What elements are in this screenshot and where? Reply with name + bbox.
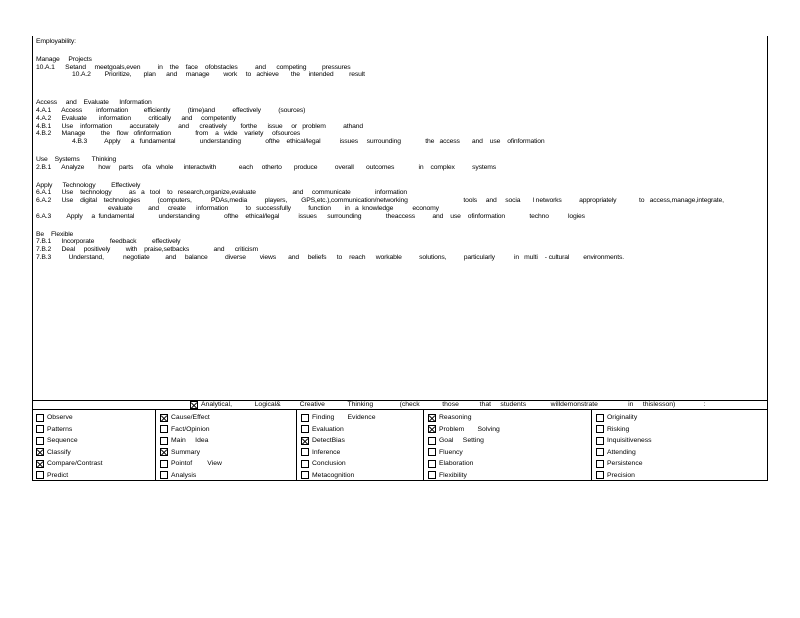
section-spacer xyxy=(36,79,764,89)
skill-label: Flexibility xyxy=(439,471,467,479)
skill-checkbox[interactable] xyxy=(428,460,436,468)
section-spacer xyxy=(36,172,764,182)
standard-line: 4.B.3 Apply a fundamental understanding ofthe ethical/legal issues surrounding the access and use ofinformation xyxy=(72,138,545,146)
skill-label: Sequence xyxy=(47,437,78,445)
skill-option[interactable] xyxy=(428,424,591,436)
section-title: Access and Evaluate Information xyxy=(36,99,152,107)
standard-line: 2.B.1 Analyze how parts ofa whole interactwith each otherto produce overall outcomes in complex systems xyxy=(36,163,497,171)
skill-label: Patterns xyxy=(47,425,73,433)
skill-option[interactable] xyxy=(160,470,296,482)
standard-line: 10.A.1 Setand meetgoals,even in the face ofobstacles and competing pressures xyxy=(36,63,351,71)
skills-column xyxy=(592,410,768,480)
skill-option[interactable] xyxy=(160,447,296,459)
skill-option[interactable] xyxy=(160,435,296,447)
section-spacer xyxy=(36,221,764,231)
section-title: Be Flexible xyxy=(36,230,74,238)
skill-label: Problem Solving xyxy=(439,425,500,433)
skill-option[interactable] xyxy=(428,412,591,424)
skill-checkbox[interactable] xyxy=(301,460,309,468)
standard-line: 7.B.2 Deal positively with praise,setbacks and criticism xyxy=(36,246,258,254)
skill-label: Goal Setting xyxy=(439,437,484,445)
skill-checkbox[interactable] xyxy=(36,437,44,445)
standard-line: 7.B.3 Understand, negotiate and balance diverse views and beliefs to reach workable solutions, particularly in multi - cultural environments. xyxy=(36,253,624,261)
skill-checkbox[interactable] xyxy=(301,448,309,456)
skill-checkbox[interactable] xyxy=(428,437,436,445)
skill-option[interactable] xyxy=(596,412,768,424)
skill-checkbox[interactable] xyxy=(428,448,436,456)
skill-checkbox[interactable] xyxy=(596,437,604,445)
skill-checkbox[interactable] xyxy=(36,471,44,479)
skill-checkbox[interactable] xyxy=(160,425,168,433)
skill-option[interactable] xyxy=(428,458,591,470)
skill-checkbox[interactable] xyxy=(160,437,168,445)
skill-label: Risking xyxy=(607,425,630,433)
employability-section xyxy=(36,38,764,262)
skill-label: Pointof View xyxy=(171,460,222,468)
skill-label: Originality xyxy=(607,414,638,422)
skill-option[interactable] xyxy=(36,412,155,424)
skill-checkbox[interactable] xyxy=(36,425,44,433)
skill-label: Finding Evidence xyxy=(312,414,376,422)
skill-label: Analysis xyxy=(171,471,197,479)
skills-column xyxy=(297,410,424,480)
section-heading: Employability: xyxy=(36,38,76,45)
skill-option[interactable] xyxy=(301,435,423,447)
skill-label: Evaluation xyxy=(312,425,344,433)
skills-column xyxy=(156,410,297,480)
skill-checkbox[interactable] xyxy=(301,471,309,479)
skill-label: Elaboration xyxy=(439,460,474,468)
standard-line: 4.A.2 Evaluate information critically and competently xyxy=(36,114,237,122)
thinking-header-row xyxy=(32,400,768,410)
skill-option[interactable] xyxy=(36,424,155,436)
skill-checkbox[interactable] xyxy=(160,471,168,479)
skill-option[interactable] xyxy=(36,435,155,447)
skill-label: Predict xyxy=(47,471,69,479)
skill-label: Conclusion xyxy=(312,460,346,468)
standard-line: 4.B.1 Use information accurately and creatively forthe issue or problem athand xyxy=(36,122,363,130)
skill-checkbox[interactable] xyxy=(596,448,604,456)
skill-option[interactable] xyxy=(36,470,155,482)
thinking-skills-grid xyxy=(32,410,768,481)
skill-checkbox[interactable] xyxy=(428,425,436,433)
skill-label: Precision xyxy=(607,471,635,479)
standard-line: 4.A.1 Access information efficiently (time)and effectively (sources) xyxy=(36,106,306,114)
skill-option[interactable] xyxy=(301,412,423,424)
section-title: Manage Projects xyxy=(36,55,92,63)
skill-checkbox[interactable] xyxy=(428,414,436,422)
skill-option[interactable] xyxy=(160,424,296,436)
skill-option[interactable] xyxy=(596,447,768,459)
skill-option[interactable] xyxy=(596,435,768,447)
skill-option[interactable] xyxy=(596,470,768,482)
skill-option[interactable] xyxy=(301,424,423,436)
thinking-header-checkbox[interactable] xyxy=(190,401,198,409)
standard-line: 6.A.2 Use digital technologies (computers, PDAs,media players, GPS,etc.),communication/networking tools and socia l networks appropriately to access,manage,integrate, xyxy=(36,197,724,205)
skill-label: Cause/Effect xyxy=(171,414,210,422)
section-spacer xyxy=(36,46,764,56)
skill-option[interactable] xyxy=(36,458,155,470)
standard-line: 6.A.3 Apply a fundamental understanding ofthe ethical/legal issues surrounding theaccess and use ofinformation techno logies xyxy=(36,212,585,220)
skill-label: Fact/Opinion xyxy=(171,425,210,433)
standard-line: 7.B.1 Incorporate feedback effectively xyxy=(36,238,181,246)
skill-label: Observe xyxy=(47,414,73,422)
standard-line: 10.A.2 Prioritize, plan and manage work to achieve the intended result xyxy=(72,71,365,79)
section-spacer xyxy=(36,146,764,156)
skill-label: Compare/Contrast xyxy=(47,460,103,468)
skill-checkbox[interactable] xyxy=(36,460,44,468)
standard-line: evaluate and create information to successfully function in a knowledge economy xyxy=(108,204,439,212)
skill-label: Inquisitiveness xyxy=(607,437,652,445)
skill-option[interactable] xyxy=(428,435,591,447)
skill-label: Attending xyxy=(607,448,636,456)
skill-label: Summary xyxy=(171,448,201,456)
skill-label: Classify xyxy=(47,448,71,456)
skill-checkbox[interactable] xyxy=(160,414,168,422)
skill-label: Fluency xyxy=(439,448,463,456)
skill-checkbox[interactable] xyxy=(301,437,309,445)
skill-checkbox[interactable] xyxy=(596,460,604,468)
skill-label: Persistence xyxy=(607,460,643,468)
standard-line: 4.B.2 Manage the flow ofinformation from a wide variety ofsources xyxy=(36,130,301,138)
skill-checkbox[interactable] xyxy=(301,414,309,422)
skill-option[interactable] xyxy=(301,458,423,470)
section-title: Use Systems Thinking xyxy=(36,155,117,163)
skill-checkbox[interactable] xyxy=(596,425,604,433)
skill-checkbox[interactable] xyxy=(36,448,44,456)
skill-checkbox[interactable] xyxy=(160,448,168,456)
skill-option[interactable] xyxy=(160,412,296,424)
skill-checkbox[interactable] xyxy=(596,471,604,479)
skill-checkbox[interactable] xyxy=(160,460,168,468)
skill-option[interactable] xyxy=(596,458,768,470)
section-spacer xyxy=(36,89,764,99)
skill-checkbox[interactable] xyxy=(428,471,436,479)
skill-label: DetectBias xyxy=(312,437,345,445)
skill-option[interactable] xyxy=(160,458,296,470)
skills-column xyxy=(424,410,592,480)
skill-checkbox[interactable] xyxy=(301,425,309,433)
skill-option[interactable] xyxy=(301,470,423,482)
section-title: Apply Technology Effectively xyxy=(36,181,141,189)
standard-line: 6.A.1 Use technology as a tool to research,organize,evaluate and communicate information xyxy=(36,189,407,197)
skill-label: Inference xyxy=(312,448,341,456)
skill-option[interactable] xyxy=(428,470,591,482)
skill-checkbox[interactable] xyxy=(36,414,44,422)
skill-label: Main Idea xyxy=(171,437,209,445)
skill-label: Metacognition xyxy=(312,471,355,479)
skill-label: Reasoning xyxy=(439,414,472,422)
skill-option[interactable] xyxy=(596,424,768,436)
skill-option[interactable] xyxy=(428,447,591,459)
skill-option[interactable] xyxy=(301,447,423,459)
skills-column xyxy=(32,410,156,480)
thinking-header-label: Analytical, Logical& Creative Thinking (check those that students willdemonstrate in thislesson) : xyxy=(201,401,706,408)
skill-option[interactable] xyxy=(36,447,155,459)
skill-checkbox[interactable] xyxy=(596,414,604,422)
